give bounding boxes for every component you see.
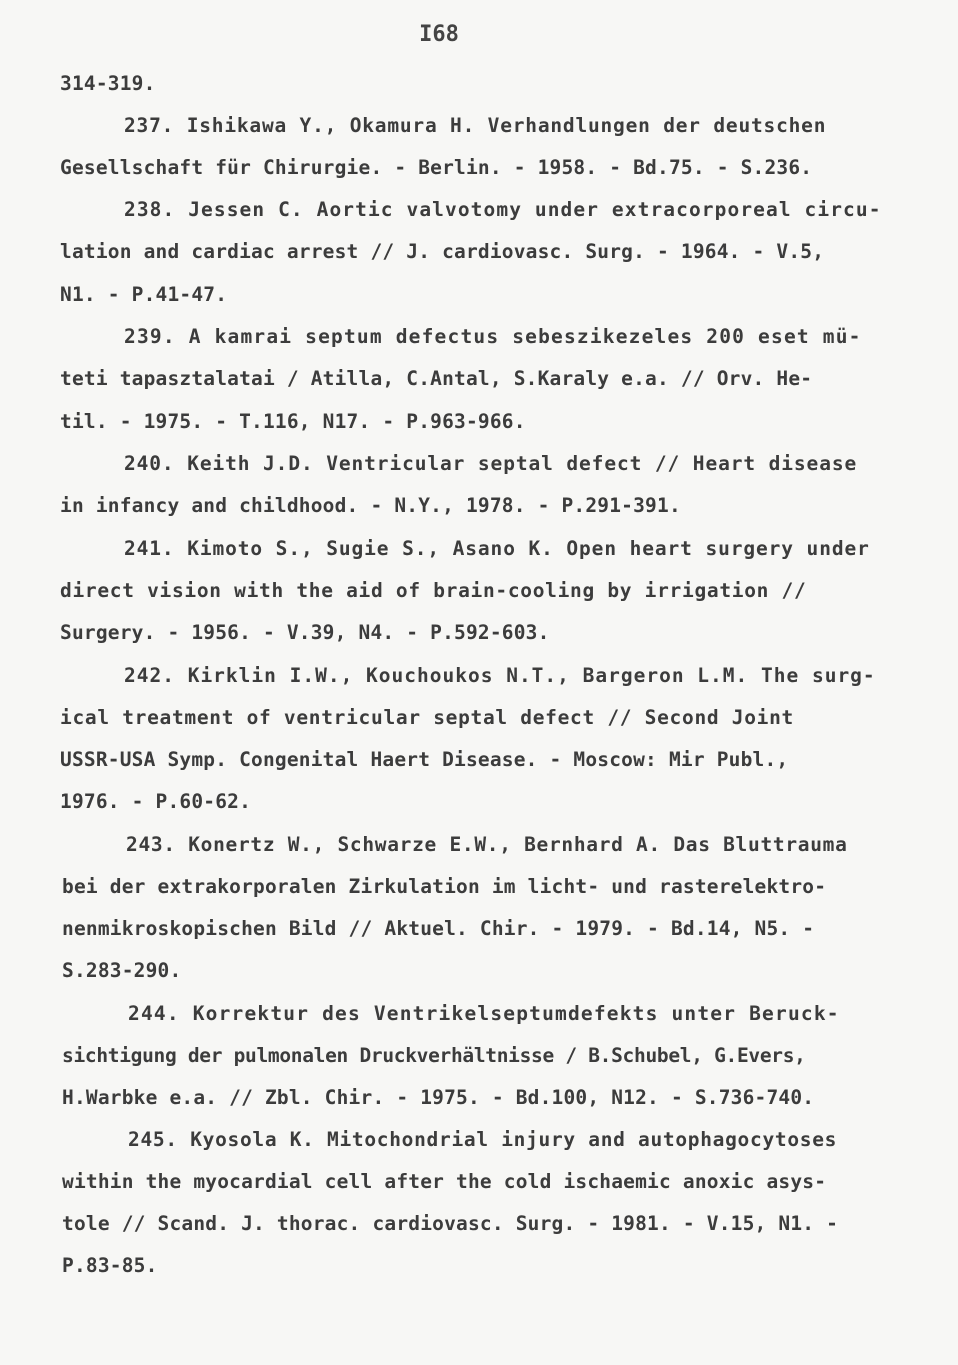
- reference-line: 239. A kamrai septum defectus sebeszikezeles 200 eset mü-: [124, 325, 862, 348]
- reference-line: 243. Konertz W., Schwarze E.W., Bernhard A. Das Bluttrauma: [126, 833, 848, 856]
- reference-line: in infancy and childhood. - N.Y., 1978. - P.291-391.: [60, 494, 681, 517]
- reference-line: bei der extrakorporalen Zirkulation im licht- und rasterelektro-: [62, 875, 827, 898]
- reference-line: 237. Ishikawa Y., Okamura H. Verhandlungen der deutschen: [124, 114, 827, 137]
- reference-line: Gesellschaft für Chirurgie. - Berlin. - 1958. - Bd.75. - S.236.: [60, 156, 813, 179]
- reference-line: ical treatment of ventricular septal defect // Second Joint: [60, 706, 794, 729]
- reference-line: sichtigung der pulmonalen Druckverhältnisse / B.Schubel, G.Evers,: [62, 1044, 806, 1067]
- reference-line: 244. Korrektur des Ventrikelseptumdefekts unter Beruck-: [128, 1002, 840, 1025]
- reference-line: direct vision with the aid of brain-cooling by irrigation //: [60, 579, 807, 602]
- reference-line: 314-319.: [60, 72, 156, 95]
- reference-line: USSR-USA Symp. Congenital Haert Disease. - Moscow: Mir Publ.,: [60, 748, 789, 771]
- reference-line: teti tapasztalatai / Atilla, C.Antal, S.Karaly e.a. // Orv. He-: [60, 367, 813, 390]
- reference-line: 242. Kirklin I.W., Kouchoukos N.T., Bargeron L.M. The surg-: [124, 664, 876, 687]
- page-number: I68: [419, 22, 459, 47]
- reference-line: P.83-85.: [62, 1254, 158, 1277]
- reference-line: 245. Kyosola K. Mitochondrial injury and autophagocytoses: [128, 1128, 838, 1151]
- reference-line: tole // Scand. J. thorac. cardiovasc. Surg. - 1981. - V.15, N1. -: [62, 1212, 839, 1235]
- reference-line: 1976. - P.60-62.: [60, 790, 252, 813]
- reference-line: N1. - P.41-47.: [60, 283, 228, 306]
- reference-line: nenmikroskopischen Bild // Aktuel. Chir. - 1979. - Bd.14, N5. -: [62, 917, 815, 940]
- reference-line: til. - 1975. - T.116, N17. - P.963-966.: [60, 410, 526, 433]
- reference-line: lation and cardiac arrest // J. cardiovasc. Surg. - 1964. - V.5,: [60, 240, 825, 263]
- reference-line: H.Warbke e.a. // Zbl. Chir. - 1975. - Bd.100, N12. - S.736-740.: [62, 1086, 815, 1109]
- reference-line: 241. Kimoto S., Sugie S., Asano K. Open heart surgery under: [124, 537, 870, 560]
- reference-line: 240. Keith J.D. Ventricular septal defect // Heart disease: [124, 452, 858, 475]
- reference-line: S.283-290.: [62, 959, 182, 982]
- reference-line: Surgery. - 1956. - V.39, N4. - P.592-603.: [60, 621, 550, 644]
- reference-line: 238. Jessen C. Aortic valvotomy under extracorporeal circu-: [124, 198, 882, 221]
- reference-line: within the myocardial cell after the cold ischaemic anoxic asys-: [62, 1170, 827, 1193]
